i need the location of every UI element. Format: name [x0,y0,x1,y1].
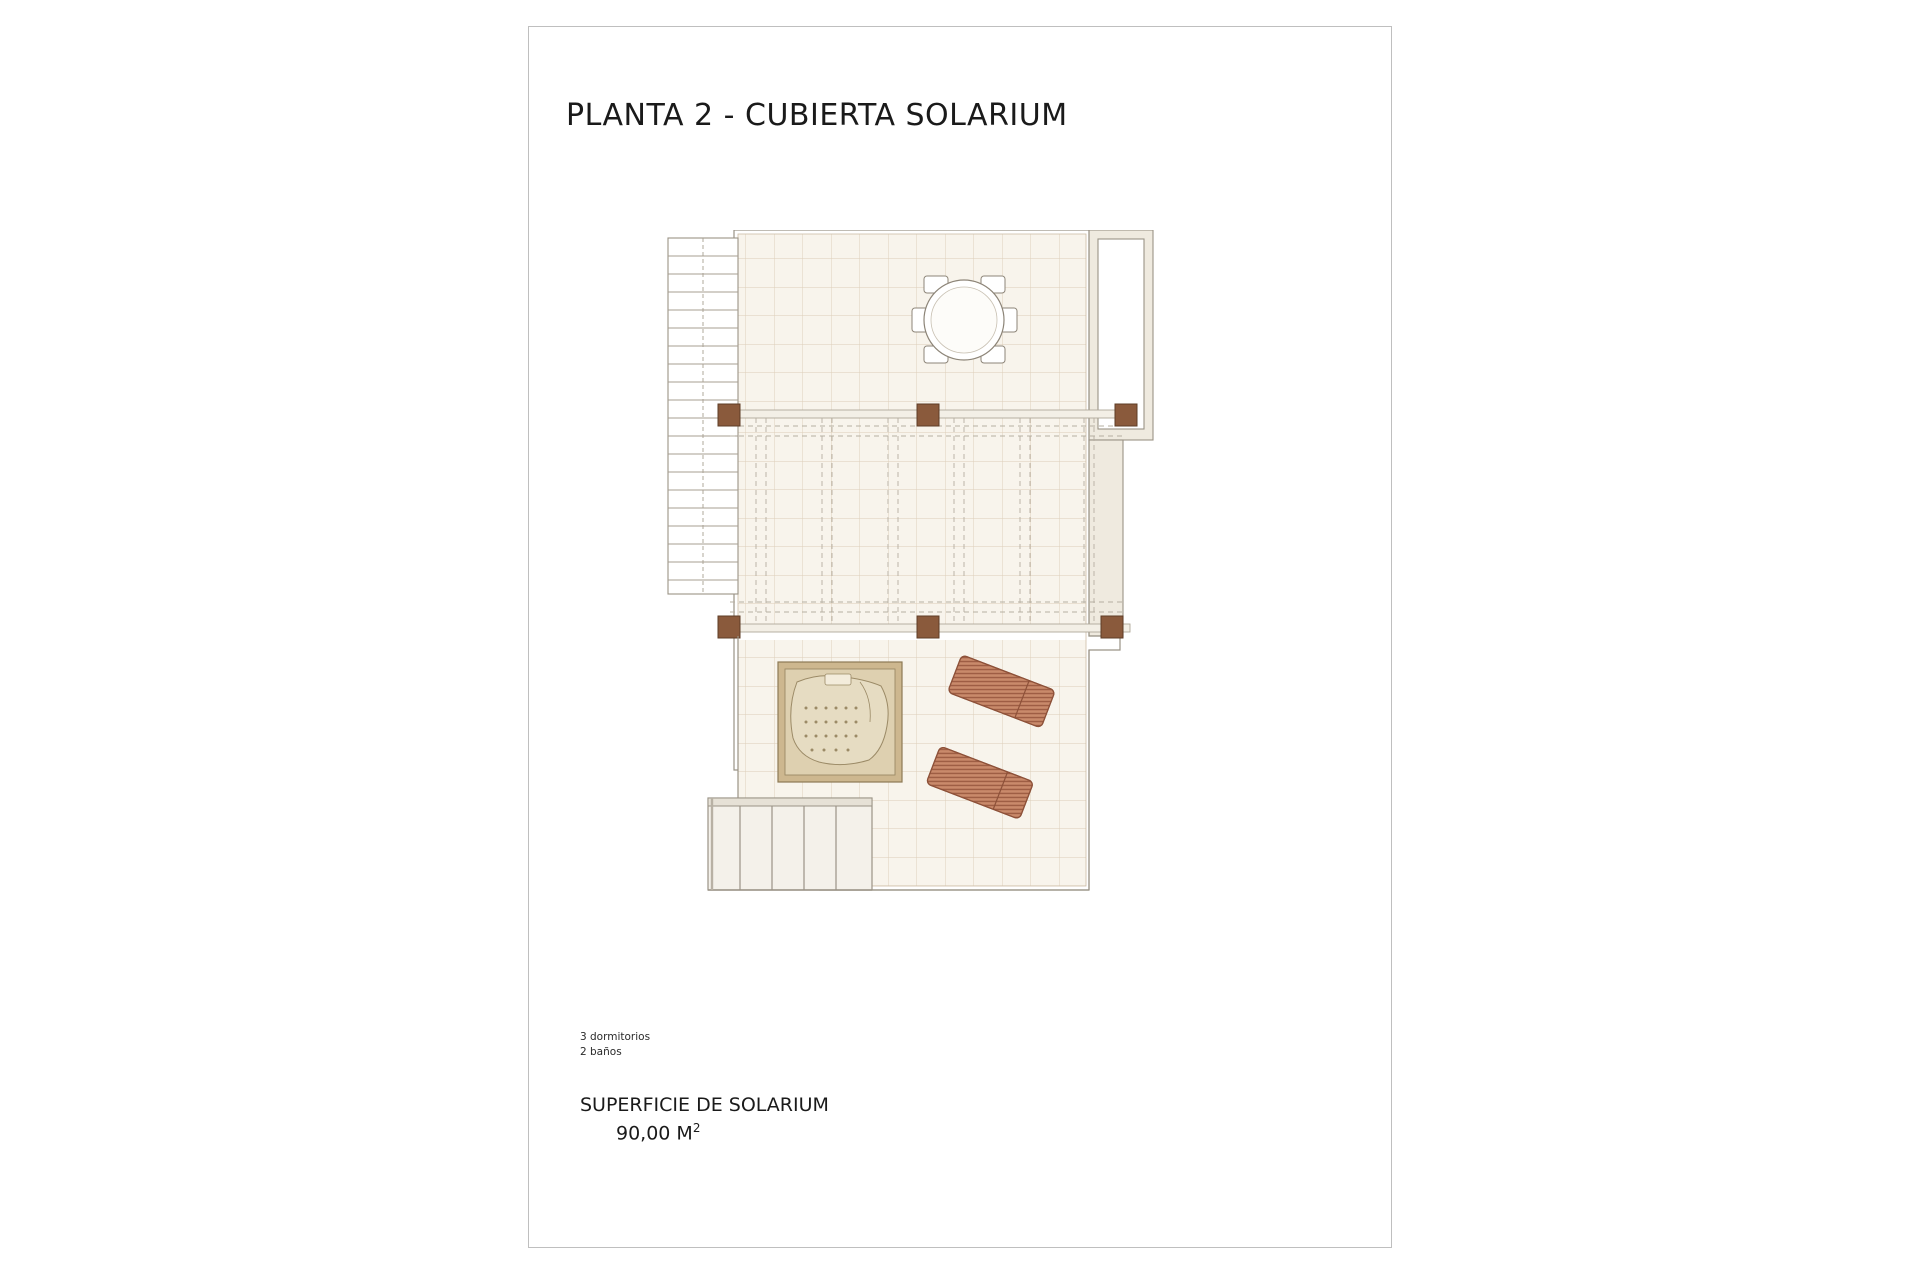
bedrooms-note: 3 dormitorios [580,1031,651,1043]
jacuzzi [778,662,902,782]
area-unit-exponent: 2 [692,1120,701,1135]
bathrooms-note: 2 baños [580,1046,622,1059]
dining-set [912,276,1017,363]
area-value: 90,00 M [616,1121,693,1144]
dining-table-round [924,280,1004,360]
railing-bottom [708,798,872,890]
roof-terrace-tiles [738,234,1086,886]
floor-plan-drawing [660,230,1280,1030]
unit-notes [580,1030,650,1060]
area-label: SUPERFICIE DE SOLARIUM [580,1094,829,1116]
area-block [580,1092,829,1147]
area-value-row [580,1120,829,1148]
page-title: PLANTA 2 - CUBIERTA SOLARIUM [566,98,1068,133]
